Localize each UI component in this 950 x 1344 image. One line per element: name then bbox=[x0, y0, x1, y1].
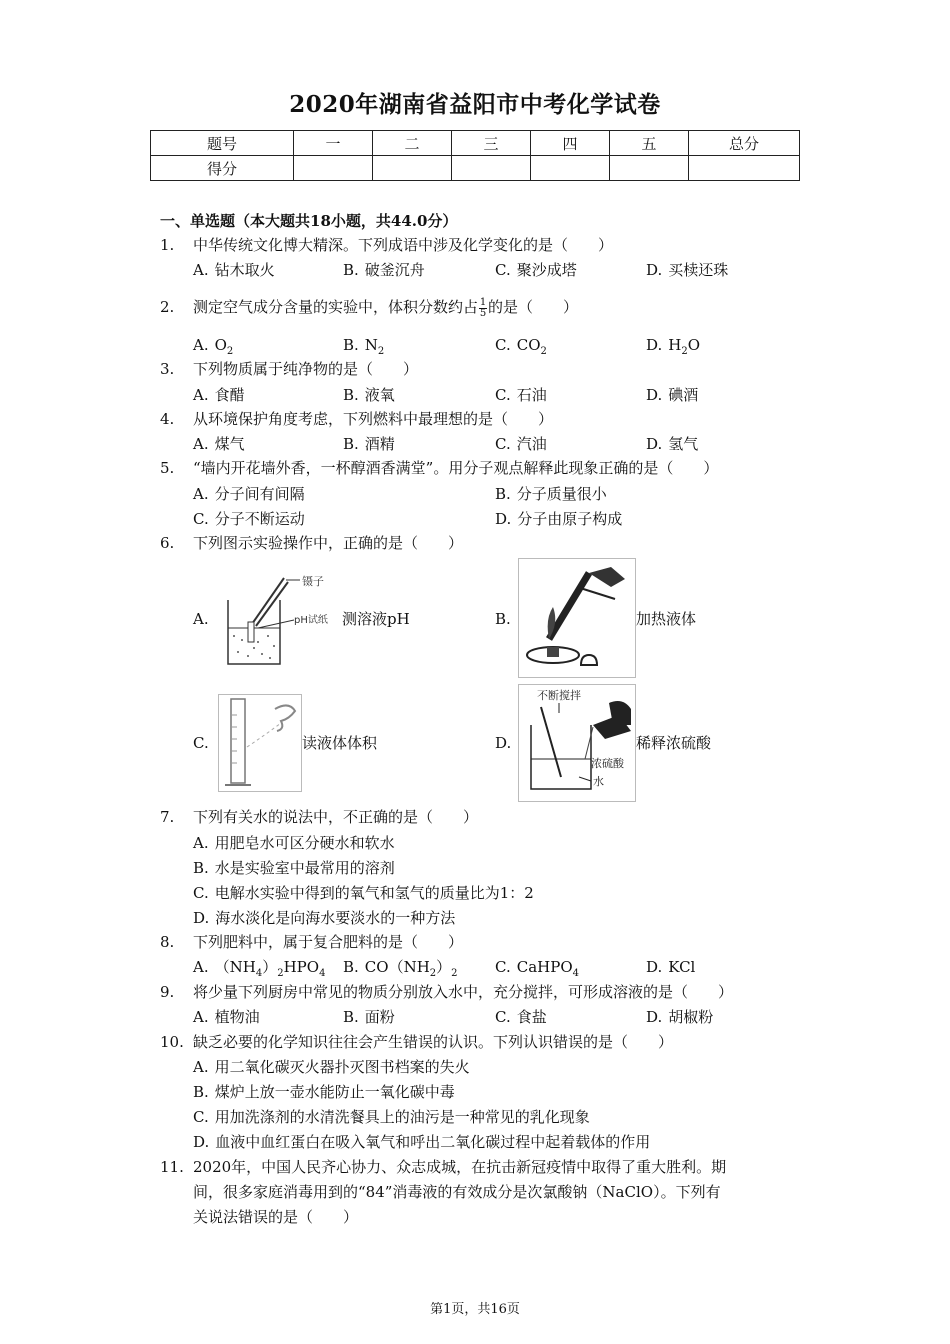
label-tweezers: 镊子 bbox=[302, 575, 324, 588]
option-c[interactable]: C. CaHPO$_4$ bbox=[495, 958, 579, 979]
question-stem: 从环境保护角度考虑，下列燃料中最理想的是（ ） bbox=[193, 410, 554, 428]
option-a[interactable]: A. $O_2$ bbox=[193, 336, 234, 357]
table-cell bbox=[452, 156, 531, 181]
question-stem: “墙内开花墙外香，一杯醇酒香满堂”。用分子观点解释此现象正确的是（ ） bbox=[193, 459, 719, 477]
question-stem: 中华传统文化博大精深。下列成语中涉及化学变化的是（ ） bbox=[193, 236, 614, 254]
option-b[interactable]: B. 面粉 bbox=[343, 1008, 395, 1026]
table-cell: 总分 bbox=[689, 131, 800, 156]
page-title: 2020年湖南省益阳市中考化学试卷 bbox=[289, 91, 661, 118]
option-b-letter[interactable]: B. bbox=[495, 610, 511, 628]
question-stem: 缺乏必要的化学知识往往会产生错误的认识。下列认识错误的是（ ） bbox=[193, 1033, 674, 1051]
option-a[interactable]: A. 煤气 bbox=[193, 435, 245, 453]
question-number: 1. bbox=[160, 236, 175, 254]
label-conc-acid: 浓硫酸 bbox=[591, 757, 624, 770]
option-b[interactable]: B. 分子质量很小 bbox=[495, 485, 607, 503]
question-9 bbox=[160, 981, 733, 1003]
question-3 bbox=[160, 358, 418, 380]
table-cell bbox=[689, 156, 800, 181]
option-b[interactable]: B. 煤炉上放一壶水能防止一氧化碳中毒 bbox=[193, 1083, 455, 1101]
question-2: 2. 测定空气成分含量的实验中，体积分数约占 $\frac{1}{5}$ 的是（ ） bbox=[160, 296, 579, 319]
question-number: 7. bbox=[160, 808, 175, 826]
option-c[interactable]: C. 分子不断运动 bbox=[193, 510, 305, 528]
option-b[interactable]: B. $N_2$ bbox=[343, 336, 385, 357]
option-b[interactable]: B. 液氧 bbox=[343, 386, 395, 404]
option-a[interactable]: A. 植物油 bbox=[193, 1008, 260, 1026]
label-water: 水 bbox=[593, 775, 604, 788]
option-d[interactable]: D. KCl bbox=[646, 958, 696, 976]
question-10 bbox=[160, 1031, 673, 1053]
question-stem: 下列图示实验操作中，正确的是（ ） bbox=[193, 534, 464, 552]
question-stem: 2020年，中国人民齐心协力、众志成城，在抗击新冠疫情中取得了重大胜利。期 bbox=[193, 1158, 727, 1176]
question-7 bbox=[160, 806, 478, 828]
option-d[interactable]: D. 分子由原子构成 bbox=[495, 510, 623, 528]
option-a-letter[interactable]: A. bbox=[193, 610, 209, 628]
question-6 bbox=[160, 532, 463, 554]
question-number: 9. bbox=[160, 983, 175, 1001]
option-a[interactable]: A. 分子间有间隔 bbox=[193, 485, 305, 503]
cylinder-reading-figure bbox=[218, 694, 302, 792]
option-d[interactable]: D. 胡椒粉 bbox=[646, 1008, 714, 1026]
option-c[interactable]: C. 汽油 bbox=[495, 435, 547, 453]
option-d[interactable]: D. 血液中血红蛋白在吸入氧气和呼出二氧化碳过程中起着载体的作用 bbox=[193, 1133, 651, 1151]
question-11-line-2: 间，很多家庭消毒用到的“84”消毒液的有效成分是次氯酸钠（NaClO）。下列有 bbox=[193, 1183, 721, 1201]
option-c[interactable]: C. $CO_2$ bbox=[495, 336, 547, 357]
table-cell: 三 bbox=[452, 131, 531, 156]
option-c[interactable]: C. 食盐 bbox=[495, 1008, 547, 1026]
score-table bbox=[150, 130, 800, 181]
question-stem: 下列物质属于纯净物的是（ ） bbox=[193, 360, 419, 378]
option-b[interactable]: B. 破釜沉舟 bbox=[343, 261, 425, 279]
table-row bbox=[151, 156, 800, 181]
label-stir: 不断搅拌 bbox=[537, 689, 581, 702]
question-11-line-3: 关说法错误的是（ ） bbox=[193, 1208, 359, 1226]
ph-test-figure bbox=[218, 568, 342, 668]
table-cell: 一 bbox=[294, 131, 373, 156]
question-stem: 下列肥料中，属于复合肥料的是（ ） bbox=[193, 933, 464, 951]
option-d[interactable]: D. 海水淡化是向海水要淡水的一种方法 bbox=[193, 909, 456, 927]
question-number: 8. bbox=[160, 933, 175, 951]
option-a[interactable]: A. $(NH_4)_2HPO_4$ bbox=[193, 958, 326, 979]
option-b[interactable]: B. $CO(NH_2)_2$ bbox=[343, 958, 458, 979]
option-c-caption: 读液体体积 bbox=[302, 734, 378, 752]
question-number: 4. bbox=[160, 410, 175, 428]
option-c[interactable]: C. 聚沙成塔 bbox=[495, 261, 577, 279]
page-footer: 第1页，共16页 bbox=[430, 1302, 520, 1317]
table-cell: 五 bbox=[610, 131, 689, 156]
option-a[interactable]: A. 钻木取火 bbox=[193, 261, 275, 279]
option-d[interactable]: D. $H_2O$ bbox=[646, 336, 701, 357]
table-row bbox=[151, 131, 800, 156]
heating-liquid-figure bbox=[518, 558, 636, 678]
question-number: 6. bbox=[160, 534, 175, 552]
table-cell: 二 bbox=[373, 131, 452, 156]
option-b[interactable]: B. 水是实验室中最常用的溶剂 bbox=[193, 859, 395, 877]
table-cell: 四 bbox=[531, 131, 610, 156]
fraction-one-fifth: $\frac{1}{5}$ bbox=[479, 296, 487, 319]
option-b[interactable]: B. 酒精 bbox=[343, 435, 395, 453]
option-c[interactable]: C. 石油 bbox=[495, 386, 547, 404]
option-c[interactable]: C. 用加洗涤剂的水清洗餐具上的油污是一种常见的乳化现象 bbox=[193, 1108, 590, 1126]
question-11 bbox=[160, 1156, 726, 1178]
option-a[interactable]: A. 用二氧化碳灭火器扑灭图书档案的失火 bbox=[193, 1058, 470, 1076]
table-cell bbox=[610, 156, 689, 181]
table-cell: 得分 bbox=[151, 156, 294, 181]
dilute-acid-figure bbox=[518, 684, 636, 802]
question-number: 11. bbox=[160, 1158, 184, 1176]
question-1 bbox=[160, 234, 613, 256]
label-ph-paper: pH试纸 bbox=[294, 615, 328, 626]
question-stem: 下列有关水的说法中，不正确的是（ ） bbox=[193, 808, 479, 826]
table-cell bbox=[373, 156, 452, 181]
table-cell bbox=[294, 156, 373, 181]
question-number: 5. bbox=[160, 459, 175, 477]
section-heading: 一、单选题（本大题共18小题，共44.0分） bbox=[160, 212, 458, 230]
table-cell bbox=[531, 156, 610, 181]
question-number: 2. bbox=[160, 298, 175, 316]
option-a[interactable]: A. 用肥皂水可区分硬水和软水 bbox=[193, 834, 395, 852]
option-d[interactable]: D. 碘酒 bbox=[646, 386, 699, 404]
question-number: 3. bbox=[160, 360, 175, 378]
option-d-caption: 稀释浓硫酸 bbox=[636, 734, 712, 752]
option-a-caption: 测溶液pH bbox=[342, 610, 410, 628]
option-b-caption: 加热液体 bbox=[636, 610, 697, 628]
question-number: 10. bbox=[160, 1033, 184, 1051]
option-d[interactable]: D. 氢气 bbox=[646, 435, 699, 453]
option-d[interactable]: D. 买椟还珠 bbox=[646, 261, 729, 279]
question-8 bbox=[160, 931, 463, 953]
question-4 bbox=[160, 408, 553, 430]
option-d-letter[interactable]: D. bbox=[495, 734, 512, 752]
table-cell: 题号 bbox=[151, 131, 294, 156]
option-c[interactable]: C. 电解水实验中得到的氧气和氢气的质量比为1：2 bbox=[193, 884, 534, 902]
option-a[interactable]: A. 食醋 bbox=[193, 386, 245, 404]
question-5 bbox=[160, 457, 718, 479]
question-stem: 将少量下列厨房中常见的物质分别放入水中，充分搅拌，可形成溶液的是（ ） bbox=[193, 983, 734, 1001]
option-c-letter[interactable]: C. bbox=[193, 734, 209, 752]
